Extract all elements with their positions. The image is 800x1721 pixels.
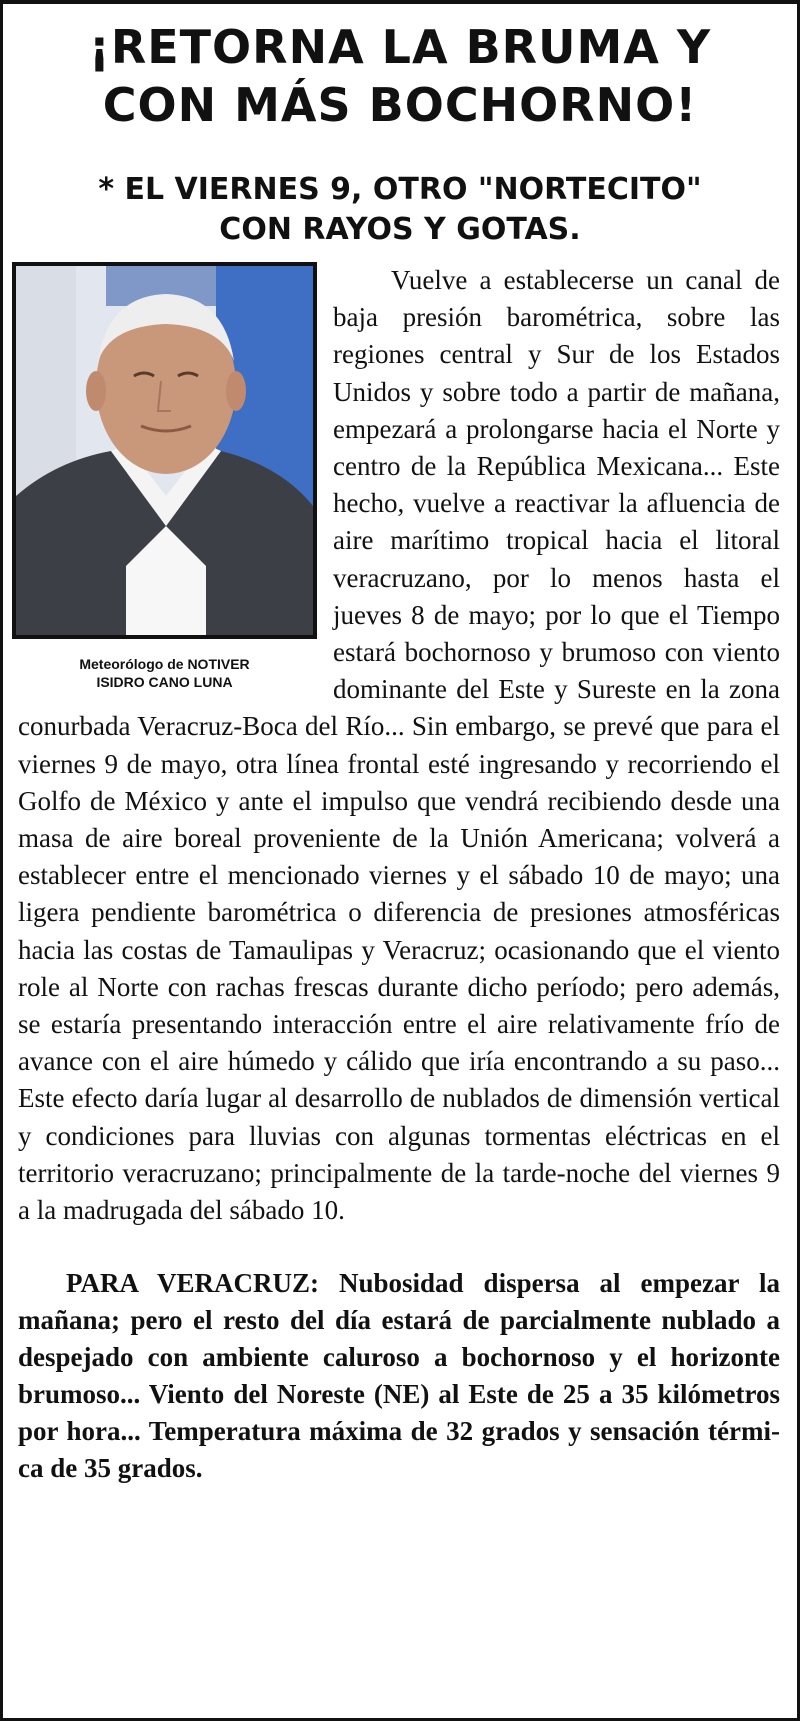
portrait-illustration bbox=[16, 266, 313, 635]
article-paragraph-2: PARA VERACRUZ: Nubosidad dispersa al empezar la mañana; pero el resto del día estará de parcialmente nublado a despejado con ambiente caluroso a bochornoso y el horizonte brumoso... Viento del Noreste (NE) al Este de 25 a 35 kilómetros por hora... Temperatura máxima de 32 grados y sensación térmica de 35 grados. bbox=[18, 1268, 780, 1484]
photo-caption bbox=[12, 655, 317, 691]
article-paragraph-1: Vuelve a establecerse un canal de baja presión barométrica, sobre las regiones central y Sur de los Estados Unidos y sobre todo a partir de mañana, empezará a prolongarse hacia el Norte y centro de la República Mexicana... Este hecho, vuelve a reactivar la afluencia de aire marítimo tropical hacia el litoral veracruzano, por lo menos hasta el jueves 8 de mayo; por lo que el Tiempo estará bochornoso y brumoso con viento dominante del Este y Sureste en la zona conurbada Veracruz-Boca del Río... Sin embargo, se prevé que para el viernes 9 de mayo, otra línea frontal esté ingresando y recorriendo el Golfo de México y ante el impulso que vendrá recibiendo desde una masa de aire boreal proveniente de la Unión Americana; volverá a establecer entre el mencionado viernes y el sábado 10 de mayo; una ligera pendiente barométrica o diferencia de presiones atmosféricas hacia las costas de Tamaulipas y Veracruz; ocasionando que el viento role al Norte con rachas frescas durante dicho período; pero además, se estaría presentando interacción entre el aire relativamente frío de avance con el aire húmedo y cálido que iría encontrando a su paso... Este efecto daría lugar al desarrollo de nublados de dimensión vertical y condiciones para lluvias con algunas tormentas eléctricas en el territorio veracruzano; principalmente de la tarde-noche del viernes 9 a la madrugada del sábado 10. bbox=[18, 265, 780, 1226]
headline-line-2: CON MÁS BOCHORNO! bbox=[102, 78, 698, 132]
subheadline-line-2: CON RAYOS Y GOTAS. bbox=[219, 212, 581, 247]
headline-line-1: ¡RETORNA LA BRUMA Y bbox=[88, 20, 712, 74]
headline bbox=[0, 18, 800, 134]
photo-caption-line-1: Meteorólogo de NOTIVER bbox=[79, 656, 250, 672]
subheadline-line-1: * EL VIERNES 9, OTRO "NORTECITO" bbox=[98, 172, 702, 207]
photo-caption-line-2: ISIDRO CANO LUNA bbox=[96, 674, 233, 690]
subheadline bbox=[0, 170, 800, 250]
meteorologist-photo bbox=[12, 262, 317, 639]
